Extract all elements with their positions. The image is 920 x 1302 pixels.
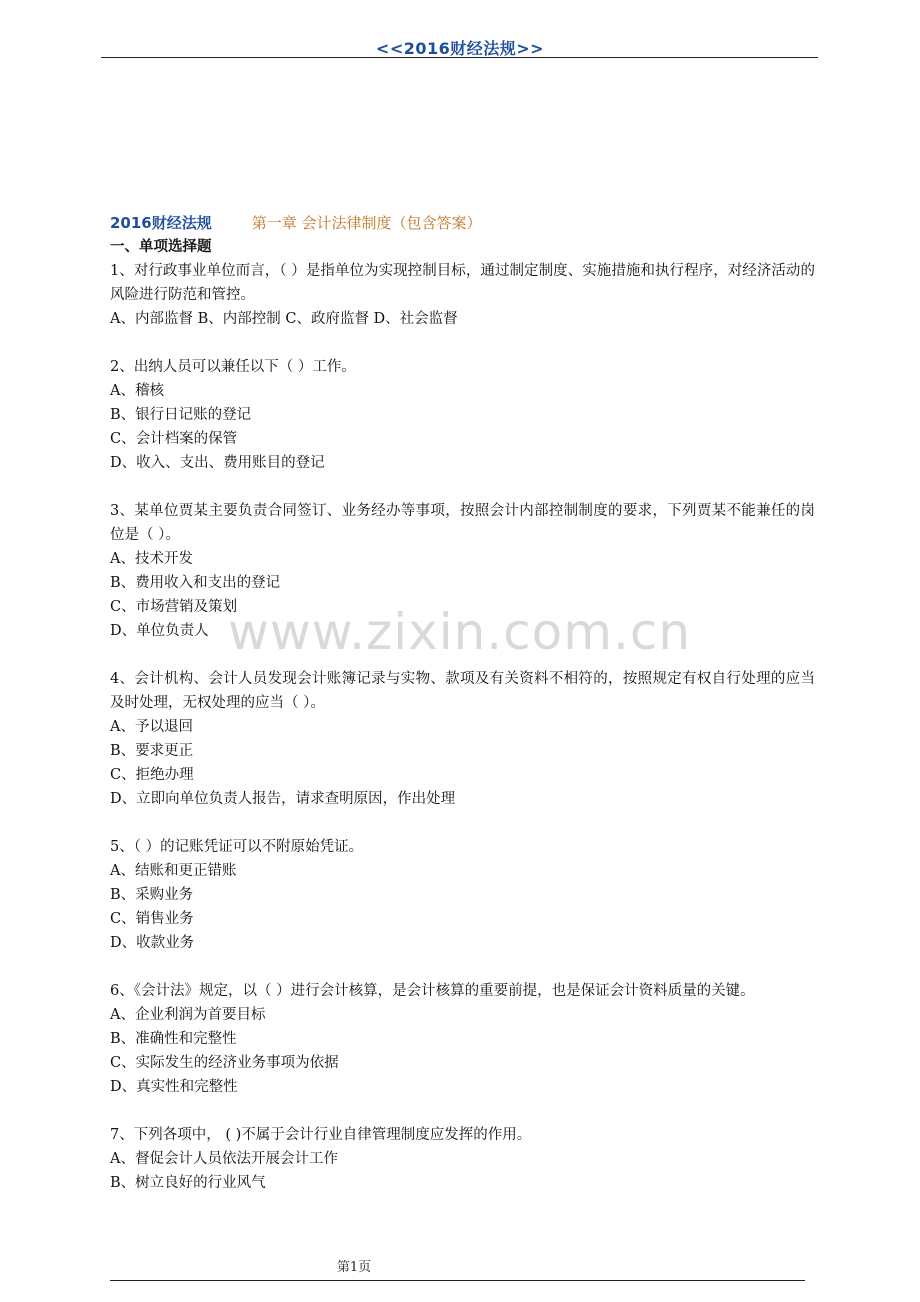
question-option: C、会计档案的保管 [110,431,238,447]
watermark-text: www.zixin.com.cn [228,603,692,661]
question-option: A、结账和更正错账 [110,863,237,879]
question-2 [110,355,815,475]
question-text: 4、会计机构、会计人员发现会计账簿记录与实物、款项及有关资料不相符的，按照规定有权自行处理的应当及时处理，无权处理的应当（ ）。 [110,671,815,711]
question-option: B、银行日记账的登记 [110,407,252,423]
question-3 [110,499,815,643]
question-4 [110,667,815,811]
question-option: A、企业利润为首要目标 [110,1007,266,1023]
question-text: 5、（ ）的记账凭证可以不附原始凭证。 [110,839,364,855]
question-text: 7、下列各项中， ( )不属于会计行业自律管理制度应发挥的作用。 [110,1127,532,1143]
question-7 [110,1123,815,1195]
question-5 [110,835,815,955]
question-6 [110,979,815,1099]
question-option: C、拒绝办理 [110,767,194,783]
question-option: D、真实性和完整性 [110,1079,238,1095]
footer-divider [110,1280,805,1281]
question-option: C、实际发生的经济业务事项为依据 [110,1055,339,1071]
question-option: A、予以退回 [110,719,193,735]
question-option: D、立即向单位负责人报告，请求查明原因，作出处理 [110,791,456,807]
page-header-title: <<2016财经法规>> [375,39,545,58]
question-option: B、要求更正 [110,743,194,759]
document-title [110,211,815,235]
question-option: B、准确性和完整性 [110,1031,237,1047]
question-option: C、市场营销及策划 [110,599,238,615]
question-1 [110,259,815,331]
question-option: B、采购业务 [110,887,194,903]
header-divider [101,57,818,58]
question-option: B、树立良好的行业风气 [110,1175,266,1191]
question-text: 6、《会计法》规定，以（ ）进行会计核算，是会计核算的重要前提，也是保证会计资料质量的关键。 [110,983,755,999]
question-option: A、内部监督 B、内部控制 C、政府监督 D、社会监督 [110,311,458,327]
question-option: C、销售业务 [110,911,194,927]
document-body [110,211,815,1195]
question-text: 3、某单位贾某主要负责合同签订、业务经办等事项，按照会计内部控制制度的要求，下列贾某不能兼任的岗位是（ ）。 [110,503,815,543]
question-option: D、单位负责人 [110,623,209,639]
document-title-main: 2016财经法规 [110,214,212,232]
page-number: 第1页 [336,1260,372,1275]
question-option: D、收入、支出、费用账目的登记 [110,455,325,471]
question-option: D、收款业务 [110,935,195,951]
section-heading: 一、单项选择题 [110,239,212,255]
chapter-title: 第一章 会计法律制度（包含答案） [251,214,482,232]
question-option: B、费用收入和支出的登记 [110,575,281,591]
question-text: 1、对行政事业单位而言，（ ）是指单位为实现控制目标，通过制定制度、实施措施和执行程序，对经济活动的风险进行防范和管控。 [110,263,815,303]
question-option: A、稽核 [110,383,164,399]
question-option: A、督促会计人员依法开展会计工作 [110,1151,338,1167]
question-option: A、技术开发 [110,551,193,567]
question-text: 2、出纳人员可以兼任以下（ ）工作。 [110,359,356,375]
